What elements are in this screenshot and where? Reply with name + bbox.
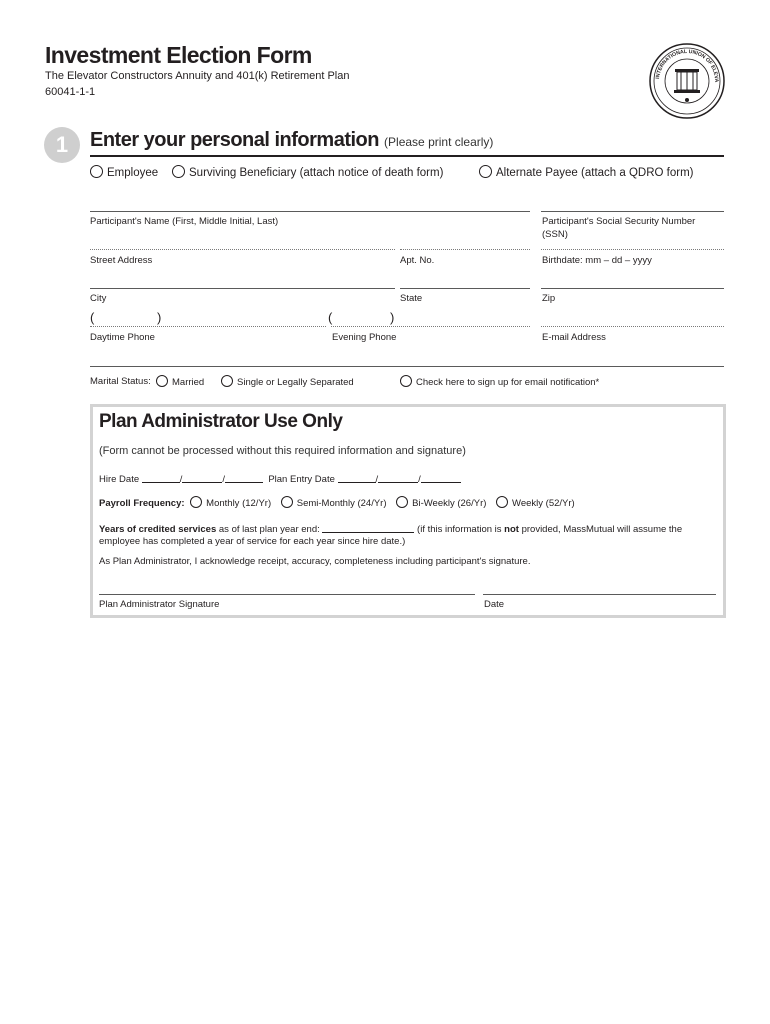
marital-status-label: Marital Status: <box>90 376 151 387</box>
years-service-line2: employee has completed a year of service for each year since hire date.) <box>99 536 406 547</box>
radio-icon[interactable] <box>400 375 412 387</box>
years-service-line1: Years of credited services as of last plan year end: (if this information is not provided, MassMutual will assume the <box>99 524 683 535</box>
radio-icon[interactable] <box>396 496 408 508</box>
apt-label: Apt. No. <box>400 255 435 266</box>
zip-field[interactable] <box>541 288 724 289</box>
form-title: Investment Election Form <box>45 42 312 68</box>
hire-date-row: Hire Date / / Plan Entry Date / / <box>99 473 461 485</box>
section-title-text: Enter your personal information <box>90 129 379 151</box>
payroll-option-semi-monthly[interactable]: Semi-Monthly (24/Yr) <box>281 498 387 509</box>
birthdate-label: Birthdate: mm – dd – yyyy <box>542 255 652 266</box>
plan-admin-box <box>90 404 726 618</box>
hire-date-label: Hire Date <box>99 474 140 485</box>
email-notification-checkbox[interactable]: Check here to sign up for email notification* <box>400 375 599 388</box>
daytime-area-open: ( <box>90 310 95 325</box>
daytime-phone-label: Daytime Phone <box>90 332 155 343</box>
email-field[interactable] <box>541 326 724 327</box>
payroll-option-bi-weekly[interactable]: Bi-Weekly (26/Yr) <box>396 498 486 509</box>
admin-date-label: Date <box>484 599 505 610</box>
role-option-alternate-payee[interactable]: Alternate Payee (attach a QDRO form) <box>479 165 694 179</box>
payroll-frequency-label: Payroll Frequency: <box>99 498 185 509</box>
zip-label: Zip <box>542 293 556 304</box>
ssn-label-line2: (SSN) <box>542 229 568 240</box>
union-seal-icon <box>648 42 726 120</box>
city-label: City <box>90 293 107 304</box>
email-label: E-mail Address <box>542 332 606 343</box>
plan-entry-year-field[interactable] <box>421 473 461 483</box>
radio-icon[interactable] <box>172 165 185 178</box>
hire-date-day-field[interactable] <box>182 473 222 483</box>
birthdate-field[interactable] <box>541 249 724 250</box>
admin-signature-label: Plan Administrator Signature <box>99 599 220 610</box>
ssn-label-line1: Participant's Social Security Number <box>542 216 696 227</box>
evening-phone-label: Evening Phone <box>332 332 397 343</box>
form-number: 60041-1-1 <box>45 86 96 98</box>
radio-icon[interactable] <box>496 496 508 508</box>
ssn-field[interactable] <box>541 211 724 212</box>
section-title <box>90 129 493 152</box>
years-service-field[interactable] <box>322 523 414 533</box>
marital-option-single[interactable]: Single or Legally Separated <box>221 375 354 388</box>
admin-signature-field[interactable] <box>99 594 475 595</box>
radio-icon[interactable] <box>190 496 202 508</box>
seal-text: INTERNATIONAL UNION OF ELEVA <box>655 48 720 83</box>
section-rule <box>90 155 724 157</box>
daytime-area-close: ) <box>157 310 162 325</box>
radio-icon[interactable] <box>281 496 293 508</box>
city-field[interactable] <box>90 288 395 289</box>
name-label: Participant's Name (First, Middle Initial, Last) <box>90 216 279 227</box>
plan-entry-date-label: Plan Entry Date <box>268 474 335 485</box>
evening-area-close: ) <box>390 310 395 325</box>
state-label: State <box>400 293 423 304</box>
section-note: (Please print clearly) <box>384 135 494 149</box>
daytime-phone-field[interactable] <box>90 326 326 327</box>
payroll-option-weekly[interactable]: Weekly (52/Yr) <box>496 498 575 509</box>
street-label: Street Address <box>90 255 153 266</box>
admin-acknowledgement: As Plan Administrator, I acknowledge receipt, accuracy, completeness including participant's signature. <box>99 556 531 567</box>
apt-field[interactable] <box>400 249 530 250</box>
marital-rule <box>90 366 724 367</box>
role-option-beneficiary[interactable]: Surviving Beneficiary (attach notice of death form) <box>172 165 443 179</box>
plan-entry-month-field[interactable] <box>338 473 376 483</box>
plan-entry-day-field[interactable] <box>378 473 418 483</box>
radio-icon[interactable] <box>90 165 103 178</box>
hire-date-year-field[interactable] <box>225 473 263 483</box>
radio-icon[interactable] <box>479 165 492 178</box>
name-field[interactable] <box>90 211 530 212</box>
admin-date-field[interactable] <box>483 594 716 595</box>
admin-title: Plan Administrator Use Only <box>99 411 343 432</box>
plan-name: The Elevator Constructors Annuity and 401(k) Retirement Plan <box>45 70 350 82</box>
state-field[interactable] <box>400 288 530 289</box>
marital-option-married[interactable]: Married <box>156 375 204 388</box>
hire-date-month-field[interactable] <box>142 473 180 483</box>
radio-icon[interactable] <box>221 375 233 387</box>
radio-icon[interactable] <box>156 375 168 387</box>
payroll-option-monthly[interactable]: Monthly (12/Yr) <box>190 498 271 509</box>
street-field[interactable] <box>90 249 395 250</box>
evening-area-open: ( <box>328 310 333 325</box>
admin-subtitle: (Form cannot be processed without this required information and signature) <box>99 445 466 457</box>
evening-phone-field[interactable] <box>331 326 530 327</box>
role-option-employee[interactable]: Employee <box>90 165 158 179</box>
payroll-frequency-row <box>99 496 575 509</box>
step-number-badge: 1 <box>44 127 80 163</box>
years-service-label: Years of credited services <box>99 524 217 535</box>
